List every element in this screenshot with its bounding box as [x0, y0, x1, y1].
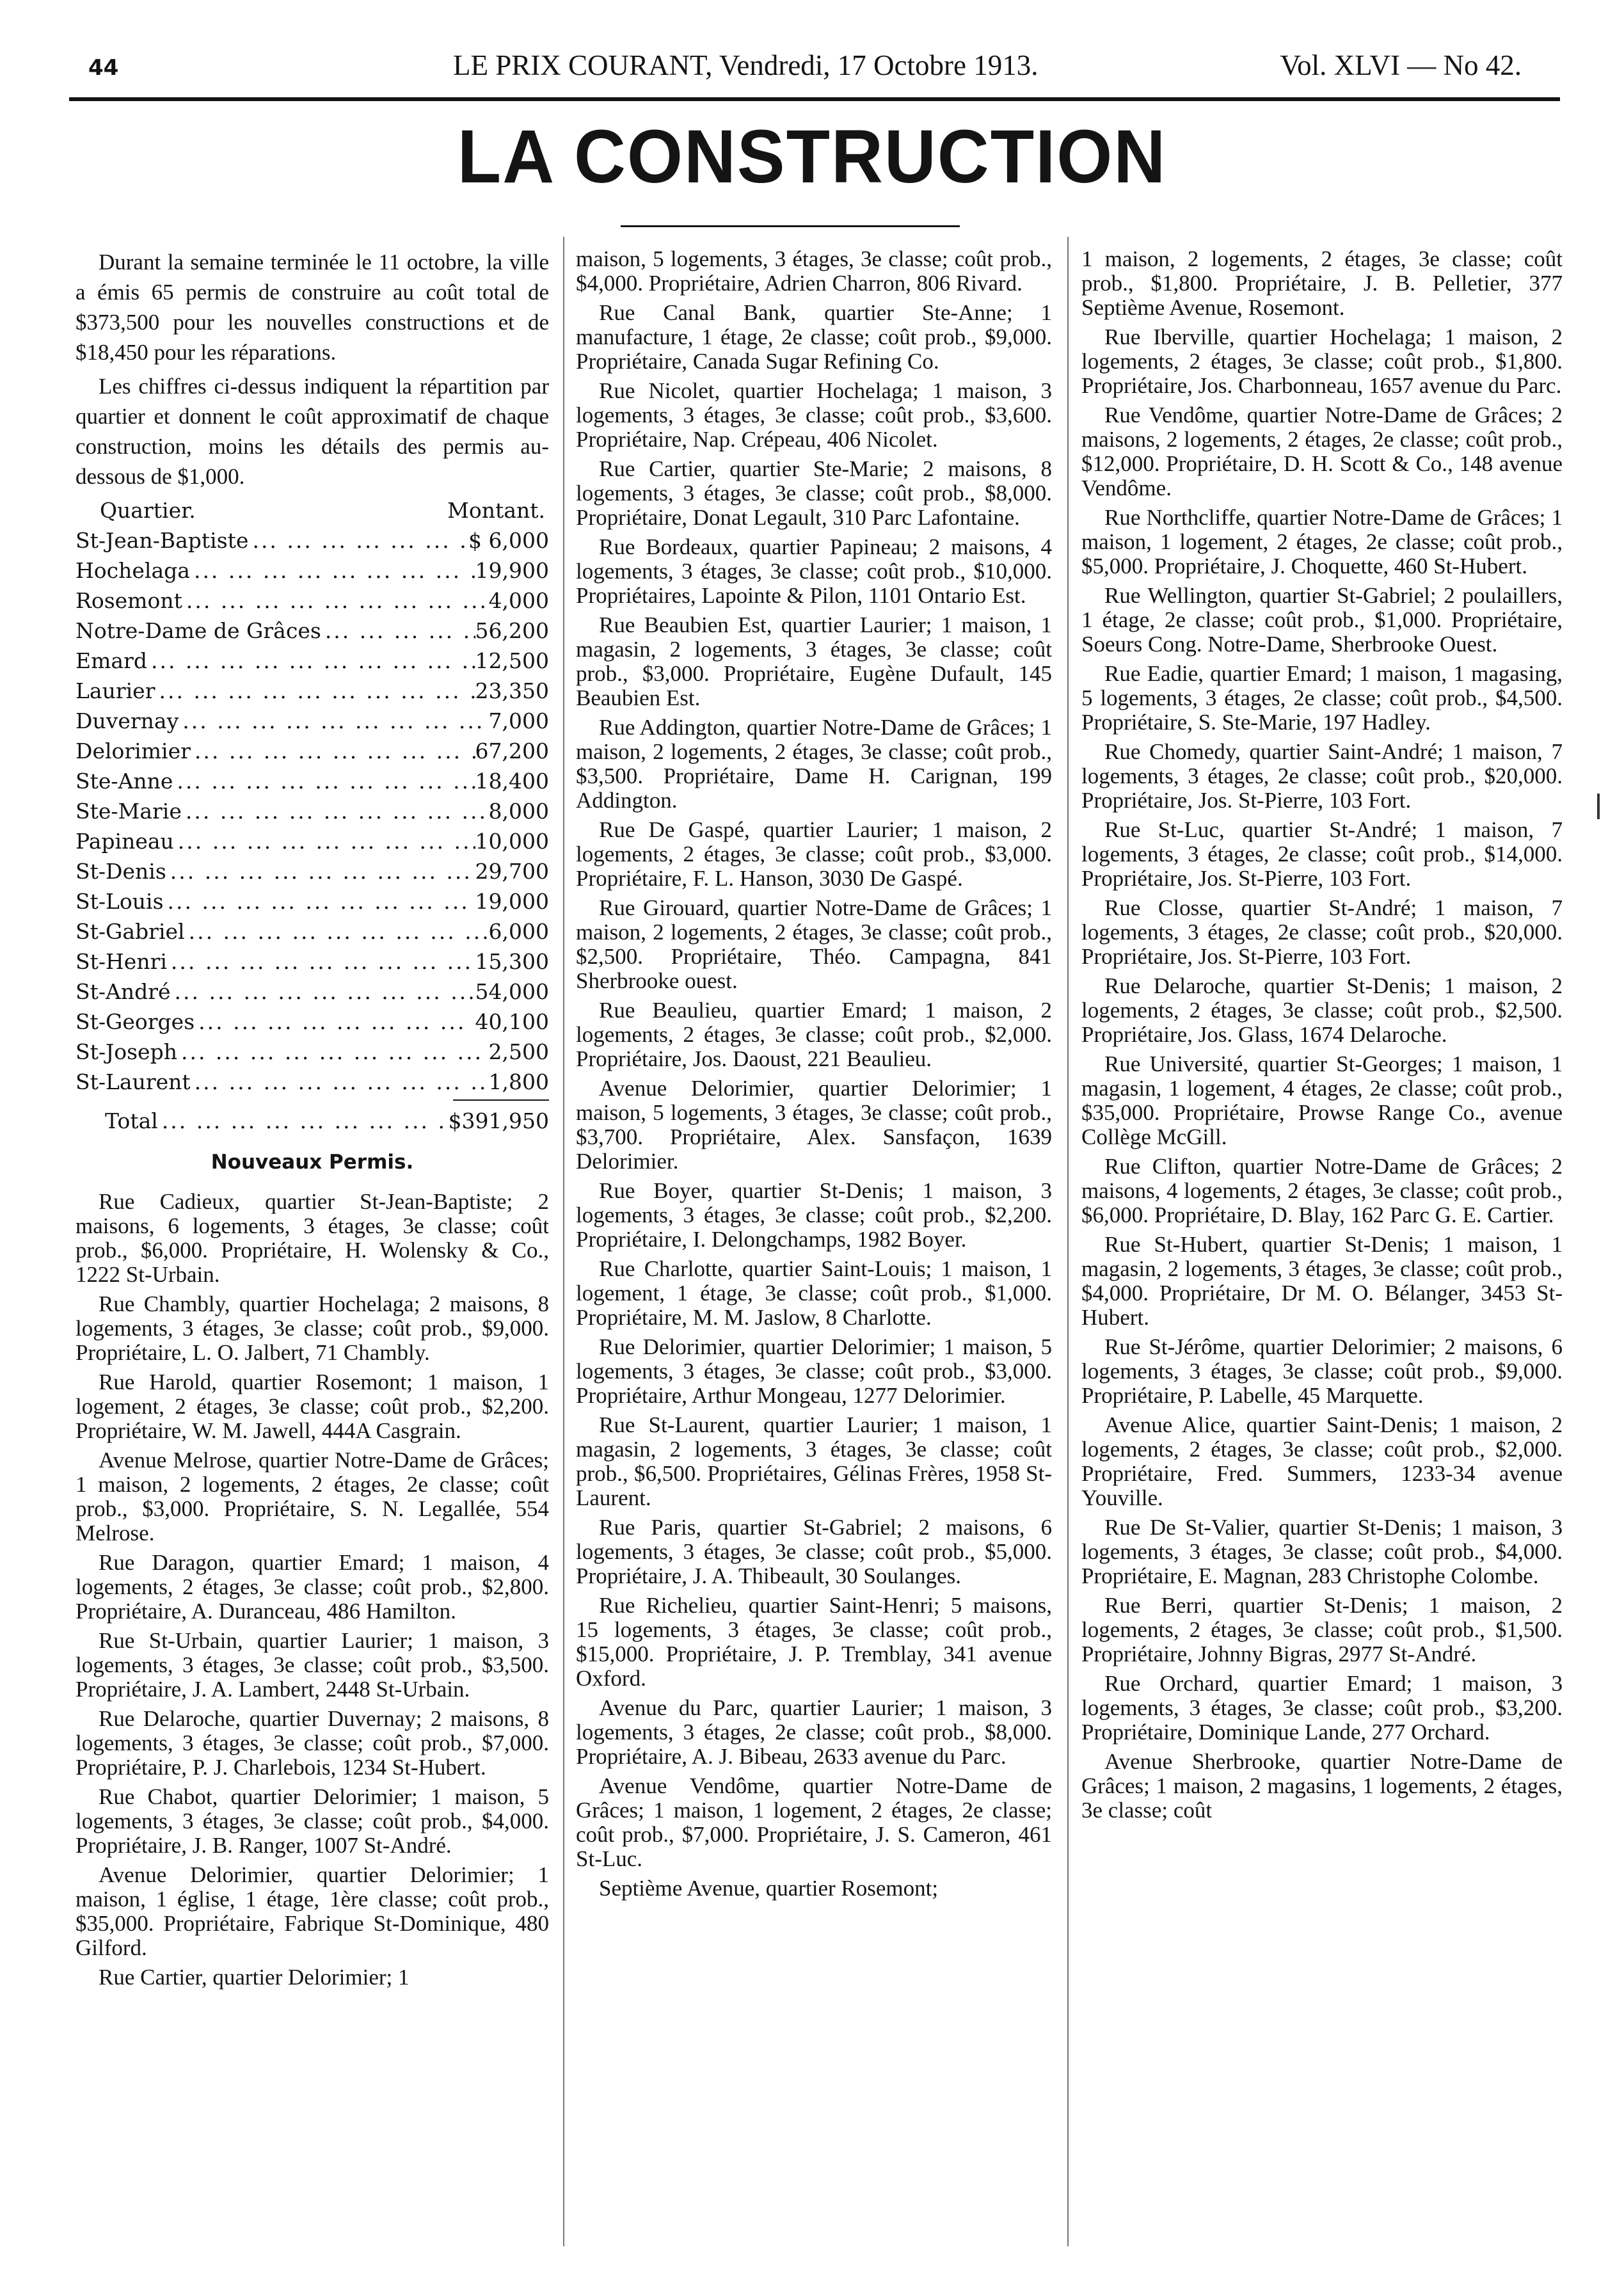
permit-entry: 1 maison, 2 logements, 2 étages, 3e classe; coût prob., $1,800. Propriétaire, J. B. Pelletier, 377 Septième Avenue, Rosemont.: [1081, 246, 1563, 320]
intro-paragraph: Durant la semaine terminée le 11 octobre, la ville a émis 65 permis de construire au coût total de $373,500 pour les nouvelles constructions et de $18,450 pour les réparations.: [76, 250, 549, 365]
leader-dots: [171, 977, 475, 1007]
permit-entry: Rue Chabot, quartier Delorimier; 1 maison, 5 logements, 3 étages, 3e classe; coût prob., $4,000. Propriétaire, J. B. Ranger, 1007 St-André.: [76, 1784, 549, 1858]
table-row: [76, 616, 549, 646]
leader-dots: [182, 796, 489, 826]
district-amount: 40,100: [475, 1009, 549, 1034]
table-row: [76, 856, 549, 886]
leader-dots: [155, 676, 475, 706]
district-name: Notre-Dame de Grâces: [76, 618, 321, 643]
permit-entry: Avenue Delorimier, quartier Delorimier; 1 maison, 5 logements, 3 étages, 3e classe; coût prob., $3,700. Propriétaire, Alex. Sansfaçon, 1639 Delorimier.: [576, 1076, 1052, 1174]
column-1: [76, 247, 549, 1995]
district-amount: 4,000: [488, 588, 549, 613]
page-header: [69, 46, 1560, 91]
district-name: St-Gabriel: [76, 919, 185, 944]
table-row: [76, 676, 549, 706]
district-name: Ste-Anne: [76, 769, 173, 794]
table-row: [76, 525, 549, 555]
district-name: St-André: [76, 979, 171, 1004]
leader-dots: [179, 706, 488, 736]
leader-dots: [190, 555, 475, 586]
district-amount: 10,000: [475, 829, 549, 854]
permit-list: [1081, 247, 1563, 1823]
table-header: [76, 495, 549, 525]
permit-entry: Septième Avenue, quartier Rosemont;: [599, 1876, 939, 1901]
district-name: Duvernay: [76, 708, 179, 733]
column-3: [1081, 247, 1563, 1828]
district-amount: 23,350: [475, 678, 549, 703]
permit-entry: Rue De St-Valier, quartier St-Denis; 1 maison, 3 logements, 3 étages, 3e classe; coût prob., $4,000. Propriétaire, E. Magnan, 283 Christophe Colombe.: [1081, 1515, 1563, 1588]
leader-dots: [191, 736, 475, 766]
permit-list: [76, 1190, 549, 1990]
table-row: [76, 886, 549, 916]
total-rule: [453, 1099, 549, 1101]
leader-dots: [191, 1067, 489, 1097]
section-heading: Nouveaux Permis.: [211, 1151, 414, 1174]
leader-dots: [147, 646, 475, 676]
permit-entry: Avenue Sherbrooke, quartier Notre-Dame de Grâces; 1 maison, 2 magasins, 1 logements, 2 étages, 3e classe; coût: [1081, 1749, 1563, 1823]
table-row: [76, 586, 549, 616]
district-name: St-Laurent: [76, 1069, 191, 1094]
district-amount: $ 6,000: [468, 528, 549, 553]
permit-entry: Rue Beaubien Est, quartier Laurier; 1 maison, 1 magasin, 2 logements, 3 étages, 3e classe; coût prob., $3,000. Propriétaire, Eugène Dufault, 145 Beaubien Est.: [576, 612, 1052, 710]
header-rule: [69, 97, 1560, 101]
permit-entry: Avenue Delorimier, quartier Delorimier; 1 maison, 1 église, 1 étage, 1ère classe; coût prob., $35,000. Propriétaire, Fabrique St-Dominique, 480 Gilford.: [76, 1862, 549, 1960]
leader-dots: [182, 586, 489, 616]
permit-entry: Rue Daragon, quartier Emard; 1 maison, 4 logements, 2 étages, 3e classe; coût prob., $2,800. Propriétaire, A. Duranceau, 486 Hamilton.: [76, 1550, 549, 1624]
column-divider: [563, 237, 564, 2246]
permit-entry: Avenue Alice, quartier Saint-Denis; 1 maison, 2 logements, 2 étages, 3e classe; coût prob., $2,000. Propriétaire, Fred. Summers, 1233-34 avenue Youville.: [1081, 1412, 1563, 1510]
district-name: St-Louis: [76, 889, 164, 914]
permit-entry: Rue Clifton, quartier Notre-Dame de Grâces; 2 maisons, 4 logements, 2 étages, 3e classe; coût prob., $6,000. Propriétaire, D. Blay, 162 Parc G. E. Cartier.: [1081, 1154, 1563, 1227]
table-row: [76, 766, 549, 796]
leader-dots: [158, 1106, 449, 1136]
scan-mark: [1597, 794, 1600, 819]
volume-number: Vol. XLVI — No 42.: [1280, 49, 1522, 81]
table-row: [76, 1067, 549, 1097]
permit-entry: Rue St-Laurent, quartier Laurier; 1 maison, 1 magasin, 2 logements, 3 étages, 3e classe; coût prob., $6,500. Propriétaires, Gélinas Frères, 1958 St-Laurent.: [576, 1412, 1052, 1510]
permit-entry: Rue Wellington, quartier St-Gabriel; 2 poulaillers, 1 étage, 2e classe; coût prob., $1,000. Propriétaire, Soeurs Cong. Notre-Dame, Sherbrooke Ouest.: [1081, 583, 1563, 657]
leader-dots: [166, 856, 475, 886]
table-row: [76, 916, 549, 947]
district-amount: 7,000: [488, 708, 549, 733]
permit-entry: Rue Orchard, quartier Emard; 1 maison, 3 logements, 3 étages, 3e classe; coût prob., $3,200. Propriétaire, Dominique Lande, 277 Orchard.: [1081, 1671, 1563, 1745]
permit-entry: Rue Nicolet, quartier Hochelaga; 1 maison, 3 logements, 3 étages, 3e classe; coût prob., $3,600. Propriétaire, Nap. Crépeau, 406 Nicolet.: [576, 378, 1052, 452]
permit-entry: Rue Addington, quartier Notre-Dame de Grâces; 1 maison, 2 logements, 2 étages, 3e classe; coût prob., $3,500. Propriétaire, Dame H. Carignan, 199 Addington.: [576, 715, 1052, 813]
table-row: [76, 1007, 549, 1037]
permit-entry: Rue Delaroche, quartier Duvernay; 2 maisons, 8 logements, 3 étages, 3e classe; coût prob., $7,000. Propriétaire, P. J. Charlebois, 1234 St-Hubert.: [76, 1706, 549, 1780]
permit-list: [576, 247, 1052, 1901]
permit-entry: Rue Chambly, quartier Hochelaga; 2 maisons, 8 logements, 3 étages, 3e classe; coût prob., $9,000. Propriétaire, L. O. Jalbert, 71 Chambly.: [76, 1291, 549, 1365]
total-amount: $391,950: [448, 1108, 549, 1133]
district-amount: 19,900: [475, 558, 549, 583]
intro-text: [76, 247, 549, 491]
leader-dots: [195, 1007, 475, 1037]
district-amount: 29,700: [475, 859, 549, 884]
permit-entry: Rue Canal Bank, quartier Ste-Anne; 1 manufacture, 1 étage, 2e classe; coût prob., $9,000. Propriétaire, Canada Sugar Refining Co.: [576, 300, 1052, 374]
permit-entry: Rue Northcliffe, quartier Notre-Dame de Grâces; 1 maison, 1 logement, 2 étages, 2e classe; coût prob., $5,000. Propriétaire, J. Choquette, 460 St-Hubert.: [1081, 505, 1563, 579]
table-row: [76, 977, 549, 1007]
table-row: [76, 706, 549, 736]
intro-paragraph: Les chiffres ci-dessus indiquent la répartition par quartier et donnent le coût approximatif de chaque construction, moins les détails des permis au-dessous de $1,000.: [76, 374, 549, 489]
permit-entry: Rue Cadieux, quartier St-Jean-Baptiste; 2 maisons, 6 logements, 3 étages, 3e classe; coût prob., $6,000. Propriétaire, H. Wolensky & Co., 1222 St-Urbain.: [76, 1189, 549, 1287]
district-name: Emard: [76, 648, 147, 673]
district-name: Papineau: [76, 829, 174, 854]
permit-entry: Avenue Vendôme, quartier Notre-Dame de Grâces; 1 maison, 1 logement, 2 étages, 2e classe; coût prob., $7,000. Propriétaire, J. S. Cameron, 461 St-Luc.: [576, 1773, 1052, 1871]
leader-dots: [177, 1037, 489, 1067]
leader-dots: [248, 525, 468, 555]
permit-entry: Rue Richelieu, quartier Saint-Henri; 5 maisons, 15 logements, 3 étages, 3e classe; coût prob., $15,000. Propriétaire, J. P. Tremblay, 341 avenue Oxford.: [576, 1593, 1052, 1691]
permit-entry: Rue St-Luc, quartier St-André; 1 maison, 7 logements, 3 étages, 2e classe; coût prob., $14,000. Propriétaire, Jos. St-Pierre, 103 Fort.: [1081, 817, 1563, 891]
table-row: [76, 796, 549, 826]
column-divider: [1067, 237, 1069, 2246]
table-body: [76, 525, 549, 1097]
district-amount: 2,500: [488, 1039, 549, 1064]
table-total-row: [76, 1106, 549, 1136]
permit-entry: Rue Eadie, quartier Emard; 1 maison, 1 magasing, 5 logements, 3 étages, 2e classe; coût prob., $4,500. Propriétaire, S. Ste-Marie, 197 Hadley.: [1081, 661, 1563, 735]
district-name: St-Joseph: [76, 1039, 177, 1064]
district-name: St-Denis: [76, 859, 166, 884]
table-row: [76, 1037, 549, 1067]
permit-entry: Rue Vendôme, quartier Notre-Dame de Grâces; 2 maisons, 2 logements, 2 étages, 2e classe; coût prob., $12,000. Propriétaire, D. H. Scott & Co., 148 avenue Vendôme.: [1081, 403, 1563, 500]
permit-entry: Rue Harold, quartier Rosemont; 1 maison, 1 logement, 2 étages, 3e classe; coût prob., $2,200. Propriétaire, W. M. Jawell, 444A Casgrain.: [76, 1370, 549, 1443]
permit-entry: Rue St-Urbain, quartier Laurier; 1 maison, 3 logements, 3 étages, 3e classe; coût prob., $3,500. Propriétaire, J. A. Lambert, 2448 St-Urbain.: [76, 1628, 549, 1702]
title-rule: [621, 225, 960, 227]
table-row: [76, 555, 549, 586]
publication-line: LE PRIX COURANT, Vendredi, 17 Octobre 1913.: [453, 49, 1039, 81]
district-amount: 1,800: [488, 1069, 549, 1094]
district-name: Rosemont: [76, 588, 182, 613]
leader-dots: [174, 826, 475, 856]
permit-entry: Rue Charlotte, quartier Saint-Louis; 1 maison, 1 logement, 1 étage, 3e classe; coût prob., $1,000. Propriétaire, M. M. Jaslow, 8 Charlotte.: [576, 1256, 1052, 1330]
district-name: St-Jean-Baptiste: [76, 528, 249, 553]
permit-entry: Avenue Melrose, quartier Notre-Dame de Grâces; 1 maison, 2 logements, 2 étages, 2e classe; coût prob., $3,000. Propriétaire, S. N. Legallée, 554 Melrose.: [76, 1448, 549, 1546]
district-name: Hochelaga: [76, 558, 190, 583]
permit-entry: Rue Iberville, quartier Hochelaga; 1 maison, 2 logements, 2 étages, 3e classe; coût prob., $1,800. Propriétaire, Jos. Charbonneau, 1657 avenue du Parc.: [1081, 324, 1563, 398]
permit-entry: Rue Cartier, quartier Ste-Marie; 2 maisons, 8 logements, 3 étages, 3e classe; coût prob., $8,000. Propriétaire, Donat Legault, 310 Parc Lafontaine.: [576, 456, 1052, 530]
column-header-montant: Montant.: [447, 498, 545, 523]
district-amount: 6,000: [488, 919, 549, 944]
column-2: [576, 247, 1052, 1906]
permit-entry: Rue Girouard, quartier Notre-Dame de Grâces; 1 maison, 2 logements, 2 étages, 3e classe; coût prob., $2,500. Propriétaire, Théo. Campagna, 841 Sherbrooke ouest.: [576, 895, 1052, 993]
permit-entry: Avenue du Parc, quartier Laurier; 1 maison, 3 logements, 3 étages, 2e classe; coût prob., $8,000. Propriétaire, A. J. Bibeau, 2633 avenue du Parc.: [576, 1695, 1052, 1769]
permit-entry: Rue Paris, quartier St-Gabriel; 2 maisons, 6 logements, 3 étages, 3e classe; coût prob., $5,000. Propriétaire, J. A. Thibeault, 30 Soulanges.: [576, 1515, 1052, 1588]
leader-dots: [167, 947, 475, 977]
permit-entry: Rue Bordeaux, quartier Papineau; 2 maisons, 4 logements, 3 étages, 3e classe; coût prob., $10,000. Propriétaires, Lapointe & Pilon, 1101 Ontario Est.: [576, 534, 1052, 608]
table-row: [76, 646, 549, 676]
table-row: [76, 826, 549, 856]
permit-entry: Rue Boyer, quartier St-Denis; 1 maison, 3 logements, 3 étages, 3e classe; coût prob., $2,200. Propriétaire, I. Delongchamps, 1982 Boyer.: [576, 1178, 1052, 1252]
table-row: [76, 947, 549, 977]
permit-entry: Rue Université, quartier St-Georges; 1 maison, 1 magasin, 1 logement, 4 étages, 2e classe; coût prob., $35,000. Propriétaire, Prowse Range Co., avenue Collège McGill.: [1081, 1051, 1563, 1149]
table-row: [76, 736, 549, 766]
permit-entry: Rue De Gaspé, quartier Laurier; 1 maison, 2 logements, 2 étages, 3e classe; coût prob., $3,000. Propriétaire, F. L. Hanson, 3030 De Gaspé.: [576, 817, 1052, 891]
district-name: Delorimier: [76, 739, 191, 763]
district-name: St-Henri: [76, 949, 167, 974]
permit-entry: Rue Cartier, quartier Delorimier; 1: [99, 1965, 410, 1990]
leader-dots: [164, 886, 475, 916]
permit-entry: Rue Chomedy, quartier Saint-André; 1 maison, 7 logements, 3 étages, 2e classe; coût prob., $20,000. Propriétaire, Jos. St-Pierre, 103 Fort.: [1081, 739, 1563, 813]
permit-entry: Rue Berri, quartier St-Denis; 1 maison, 2 logements, 2 étages, 3e classe; coût prob., $1,500. Propriétaire, Johnny Bigras, 2977 St-André.: [1081, 1593, 1563, 1666]
district-name: Laurier: [76, 678, 155, 703]
district-amount: 15,300: [475, 949, 549, 974]
district-amount: 56,200: [475, 618, 549, 643]
permit-entry: Rue Beaulieu, quartier Emard; 1 maison, 2 logements, 2 étages, 3e classe; coût prob., $2,000. Propriétaire, Jos. Daoust, 221 Beaulieu.: [576, 998, 1052, 1071]
permit-entry: Rue St-Jérôme, quartier Delorimier; 2 maisons, 6 logements, 3 étages, 3e classe; coût prob., $9,000. Propriétaire, P. Labelle, 45 Marquette.: [1081, 1334, 1563, 1408]
district-amount: 8,000: [488, 799, 549, 824]
total-label: Total: [105, 1108, 158, 1133]
permit-entry: Rue Closse, quartier St-André; 1 maison, 7 logements, 3 étages, 2e classe; coût prob., $20,000. Propriétaire, Jos. St-Pierre, 103 Fort.: [1081, 895, 1563, 969]
leader-dots: [321, 616, 475, 646]
district-amount: 12,500: [475, 648, 549, 673]
district-amount: 67,200: [475, 739, 549, 763]
district-amount: 54,000: [475, 979, 549, 1004]
permit-entry: Rue Delaroche, quartier St-Denis; 1 maison, 2 logements, 2 étages, 3e classe; coût prob., $2,500. Propriétaire, Jos. Glass, 1674 Delaroche.: [1081, 973, 1563, 1047]
leader-dots: [185, 916, 489, 947]
district-name: Ste-Marie: [76, 799, 182, 824]
page-number: 44: [88, 55, 119, 81]
leader-dots: [173, 766, 475, 796]
district-amount: 18,400: [475, 769, 549, 794]
district-amounts-table: [76, 495, 549, 1136]
page-title: LA CONSTRUCTION: [457, 114, 1167, 199]
district-amount: 19,000: [475, 889, 549, 914]
permit-entry: maison, 5 logements, 3 étages, 3e classe; coût prob., $4,000. Propriétaire, Adrien Charron, 806 Rivard.: [576, 246, 1052, 296]
permit-entry: Rue St-Hubert, quartier St-Denis; 1 maison, 1 magasin, 2 logements, 3 étages, 3e classe; coût prob., $4,000. Propriétaire, Dr M. O. Bélanger, 3453 St-Hubert.: [1081, 1232, 1563, 1330]
column-header-quartier: Quartier.: [100, 498, 196, 523]
district-name: St-Georges: [76, 1009, 195, 1034]
permit-entry: Rue Delorimier, quartier Delorimier; 1 maison, 5 logements, 3 étages, 3e classe; coût prob., $3,000. Propriétaire, Arthur Mongeau, 1277 Delorimier.: [576, 1334, 1052, 1408]
